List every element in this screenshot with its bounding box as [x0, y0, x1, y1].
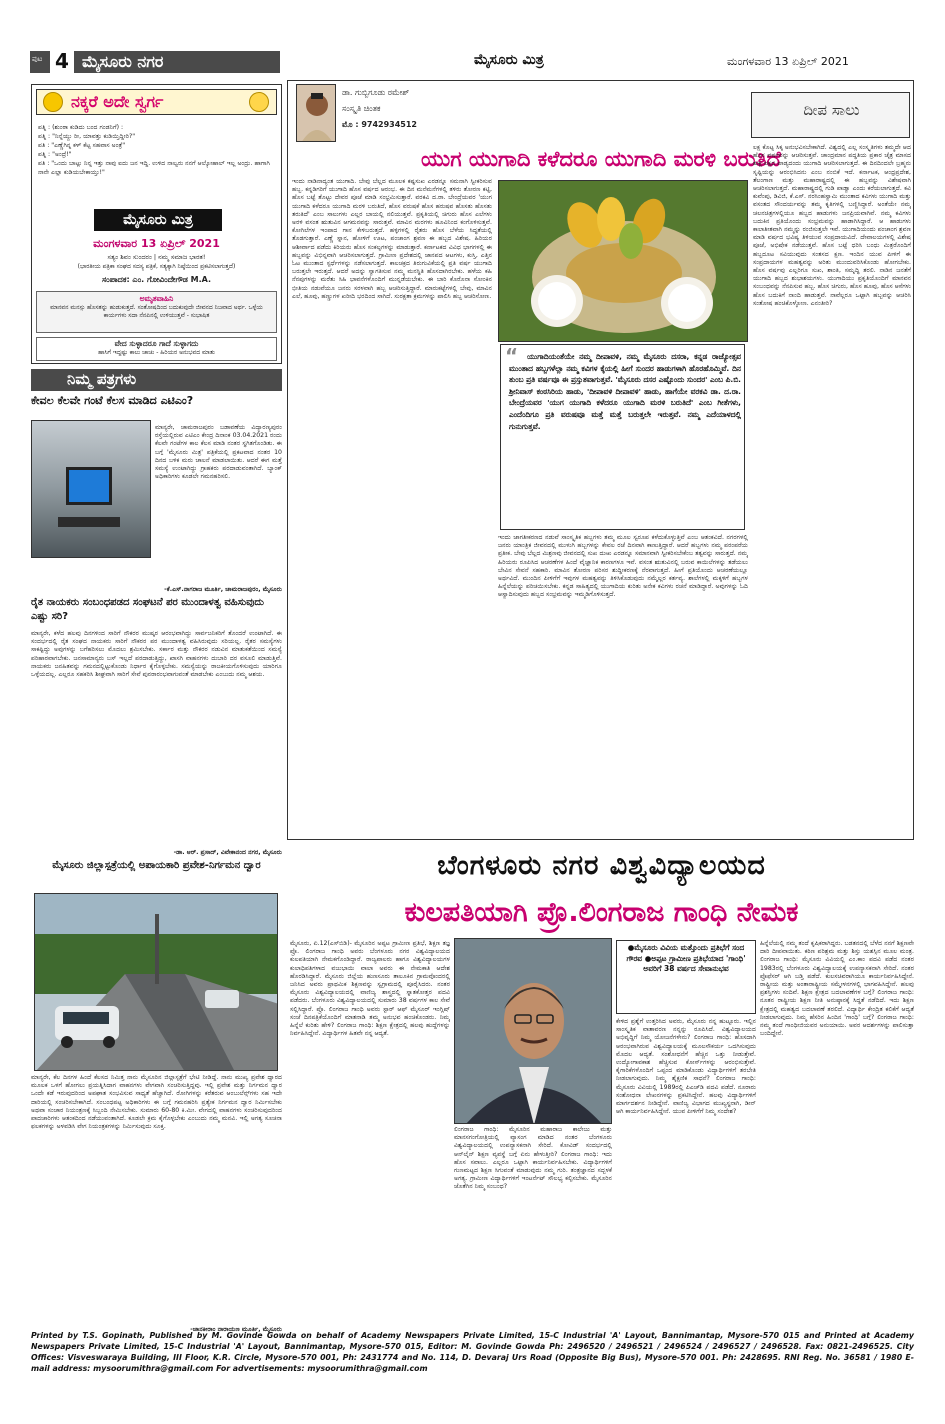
joke-box: [31, 84, 282, 364]
news-highlight-box: [616, 940, 756, 1014]
laughing-face-icon: [249, 92, 269, 112]
feature-column-c: ಲಕ್ಷ ಕೊಟ್ಟ ಸಿಕ್ಕ ಅನುಭವಿಸಬೇಕಾಗಿದೆ. ವಿಶ್ವದಲ್ಲಿ ಎಲ್ಲ ಸಂಸ್ಕೃತಿಗಳು ತಮ್ಮದೇ ಆದ ಹೊಸ ವರ್ಷವನ್ನು ಆಚರಿಸುತ್ತವೆ. ಚಾಂದ್ರಮಾನ ಪದ್ಧತಿಯ ಪ್ರಕಾರ ಚೈತ್ರ ಮಾಸದ ಶುಕ್ಲ ಪಕ್ಷದ ಪಾಡ್ಯದಂದು ಯುಗಾದಿ ಆಚರಿಸಲಾಗುತ್ತದೆ. ಈ ದಿನದಿಂದಲೇ ಬ್ರಹ್ಮನು ಸೃಷ್ಟಿಯನ್ನು ಆರಂಭಿಸಿದನು ಎಂಬ ನಂಬಿಕೆ ಇದೆ. ಕರ್ನಾಟಕ, ಆಂಧ್ರಪ್ರದೇಶ, ತೆಲಂಗಾಣ ಮತ್ತು ಮಹಾರಾಷ್ಟ್ರದಲ್ಲಿ ಈ ಹಬ್ಬವನ್ನು ವಿಶೇಷವಾಗಿ ಆಚರಿಸಲಾಗುತ್ತದೆ. ಮಹಾರಾಷ್ಟ್ರದಲ್ಲಿ ಗುಡಿ ಪಾಡ್ವಾ ಎಂದು ಕರೆಯಲಾಗುತ್ತದೆ. ಕವಿ ಕುವೆಂಪು, ಡಿವಿಜಿ, ಕೆ.ಎಸ್. ನರಸಿಂಹಸ್ವಾಮಿ ಮುಂತಾದ ಕವಿಗಳು ಯುಗಾದಿ ಮತ್ತು ವಸಂತದ ಸೌಂದರ್ಯವನ್ನು ತಮ್ಮ ಕೃತಿಗಳಲ್ಲಿ ಬಣ್ಣಿಸಿದ್ದಾರೆ. ಅಂತೆಯೇ ನಮ್ಮ ಚಲನಚಿತ್ರಗಳಲ್ಲಿಯೂ ಹಬ್ಬದ ಹಾಡುಗಳು ಜನಪ್ರಿಯವಾಗಿವೆ. ನಮ್ಮ ಕವಿಗಳು ಬದುಕಿನ ಪ್ರತಿಯೊಂದು ಸಂಭ್ರಮವನ್ನು ಹಾಡಾಗಿಸಿದ್ದಾರೆ. ಆ ಹಾಡುಗಳು ಕಾಲಾತೀತವಾಗಿ ನಮ್ಮನ್ನು ರಂಜಿಸುತ್ತಲೇ ಇವೆ. ಯುಗಾದಿಯಂದು ಪಂಚಾಂಗ ಶ್ರವಣ ಮಾಡಿ ವರ್ಷದ ಭವಿಷ್ಯ ತಿಳಿಯುವ ಸಂಪ್ರದಾಯವಿದೆ. ದೇವಾಲಯಗಳಲ್ಲಿ ವಿಶೇಷ ಪೂಜೆ, ಅಭಿಷೇಕ ನಡೆಯುತ್ತವೆ. ಹೊಸ ಬಟ್ಟೆ ಧರಿಸಿ ಬಂಧು ಮಿತ್ರರೊಂದಿಗೆ ಹಬ್ಬದೂಟ ಸವಿಯುವುದು ಸಂತಸದ ಕ್ಷಣ. ಇಂದಿನ ಯುವ ಪೀಳಿಗೆ ಈ ಸಂಪ್ರದಾಯಗಳ ಮಹತ್ವವನ್ನು ಅರಿತು ಮುಂದುವರಿಸಿಕೊಂಡು ಹೋಗಬೇಕು. ಹೊಸ ವರ್ಷವು ಎಲ್ಲರಿಗೂ ಸುಖ, ಶಾಂತಿ, ಸಮೃದ್ಧಿ ತರಲಿ. ನಾಡಿನ ಜನತೆಗೆ ಯುಗಾದಿ ಹಬ್ಬದ ಶುಭಾಶಯಗಳು. ಯುಗಾದಿಯು ಪ್ರಕೃತಿಯೊಂದಿಗೆ ಮಾನವನ ಸಂಬಂಧವನ್ನು ನೆನಪಿಸುವ ಹಬ್ಬ. ಹೊಸ ಚಿಗುರು, ಹೊಸ ಹೂವು, ಹೊಸ ಆಸೆಗಳು ಹೊಸ ಬದುಕಿಗೆ ನಾಂದಿ ಹಾಡುತ್ತವೆ. ನಾವೆಲ್ಲರೂ ಒಟ್ಟಾಗಿ ಹಬ್ಬವನ್ನು ಆಚರಿಸಿ ಸಂತೋಷ ಹಂಚಿಕೊಳ್ಳೋಣ. ಎನಂತೀರಿ?: [753, 144, 911, 307]
hospital-road-photo: [34, 893, 278, 1071]
atm-photo: [31, 420, 151, 558]
letter-body: ಮಾನ್ಯರೇ, ಕಳೆದ ಹಲವು ದಿನಗಳಿಂದ ಸಾರಿಗೆ ನೌಕರರ ಮುಷ್ಕರ ಆರಂಭವಾಗಿದ್ದು ಸಾರ್ವಜನಿಕರಿಗೆ ತೊಂದರೆ ಉಂಟಾಗಿದೆ. ಈ ಸಂದರ್ಭದಲ್ಲಿ ರೈತ ಸಂಘದ ನಾಯಕರು ಸಾರಿಗೆ ನೌಕರರ ಪರ ಮುಂದಾಳತ್ವ ವಹಿಸಿರುವುದು ಸರಿಯಲ್ಲ. ರೈತರ ಸಮಸ್ಯೆಗಳು ಸಾಕಷ್ಟಿದ್ದು ಅವುಗಳನ್ನು ಬಗೆಹರಿಸಲು ಮೊದಲು ಶ್ರಮಿಸಬೇಕು. ಸರ್ಕಾರ ಮತ್ತು ನೌಕರರ ನಡುವಿನ ಮಾತುಕತೆಯಿಂದ ಸಮಸ್ಯೆ ಪರಿಹಾರವಾಗಬೇಕು. ಜನಸಾಮಾನ್ಯರು ಬಸ್ ಇಲ್ಲದೆ ಪರದಾಡುತ್ತಿದ್ದು, ಖಾಸಗಿ ವಾಹನಗಳು ದುಬಾರಿ ದರ ವಸೂಲಿ ಮಾಡುತ್ತಿವೆ. ನಾಯಕರು ಜನಹಿತವನ್ನು ಗಮನದಲ್ಲಿಟ್ಟುಕೊಂಡು ನಿರ್ಧಾರ ಕೈಗೊಳ್ಳಬೇಕು. ಸಮಸ್ಯೆಯನ್ನು ರಾಜಕೀಯಗೊಳಿಸುವುದು ಯಾರಿಗೂ ಒಳ್ಳೆಯದಲ್ಲ. ಎಲ್ಲರೂ ಸಹಕರಿಸಿ ಶೀಘ್ರವಾಗಿ ಸಾರಿಗೆ ಸೇವೆ ಪುನರಾರಂಭವಾಗುವಂತೆ ಮಾಡಬೇಕು ಎಂಬುದು ನಮ್ಮ ಆಶಯ.: [31, 630, 282, 679]
joke-text: [38, 123, 278, 177]
joke-title: ನಕ್ಕರೆ ಅದೇ ಸ್ವರ್ಗ: [71, 92, 164, 111]
ugadi-festival-photo: [498, 180, 748, 342]
author-portrait-icon: [297, 85, 336, 142]
editor-line: ಸಂಪಾದಕ: ಎಂ. ಗೋವಿಂದೇಗೌಡ M.A.: [101, 275, 212, 284]
letters-title: ನಿಮ್ಮ ಪತ್ರಗಳು: [67, 370, 137, 388]
news-headline-line2: ಕುಲಪತಿಯಾಗಿ ಪ್ರೊ.ಲಿಂಗರಾಜ ಗಾಂಧಿ ನೇಮಕ: [404, 897, 799, 928]
vice-chancellor-photo: [454, 938, 612, 1124]
letter-body: ಮಾನ್ಯರೇ, ಚಾಮರಾಜಪುರಂ ಬಡಾವಣೆಯ ವಿದ್ಯಾರಣ್ಯಪುರಂ ರಸ್ತೆಯಲ್ಲಿರುವ ಎಟಿಎಂ ಕೇಂದ್ರ ದಿನಾಂಕ 03.04.2021 ರಂದು ಕೆಲವೇ ಗಂಟೆಗಳ ಕಾಲ ಕೆಲಸ ಮಾಡಿ ನಂತರ ಸ್ಥಗಿತಗೊಂಡಿತು. ಈ ಬಗ್ಗೆ 'ಮೈಸೂರು ಮಿತ್ರ' ಪತ್ರಿಕೆಯಲ್ಲಿ ಪ್ರಕಟವಾದ ನಂತರ 10 ದಿನದ ಬಳಿಕ ಮರು ಚಾಲನೆ ಮಾಡಲಾಯಿತು. ಆದರೆ ಈಗ ಮತ್ತೆ ಸಮಸ್ಯೆ ಉಂಟಾಗಿದ್ದು ಗ್ರಾಹಕರು ಪರದಾಡುವಂತಾಗಿದೆ. ಬ್ಯಾಂಕ್ ಅಧಿಕಾರಿಗಳು ಕೂಡಲೇ ಗಮನಹರಿಸಲಿ.: [155, 424, 282, 481]
feature-column-b: ಇಂದು ಜಾಗತೀಕರಣದ ನಡುವೆ ಸಾಂಸ್ಕೃತಿಕ ಹಬ್ಬಗಳು ತಮ್ಮ ಮೂಲ ಸ್ವರೂಪ ಕಳೆದುಕೊಳ್ಳುತ್ತಿವೆ ಎಂಬ ಆತಂಕವಿದೆ. ನಗರಗಳಲ್ಲಿ ಜನರು ಯಾಂತ್ರಿಕ ಜೀವನದಲ್ಲಿ ಮುಳುಗಿ ಹಬ್ಬಗಳನ್ನು ಕೇವಲ ರಜೆ ದಿನವಾಗಿ ಕಾಣುತ್ತಿದ್ದಾರೆ. ಆದರೆ ಹಬ್ಬಗಳು ನಮ್ಮ ಪರಂಪರೆಯ ಪ್ರತೀಕ. ಬೇವು ಬೆಲ್ಲದ ಮಿಶ್ರಣವು ಜೀವನದಲ್ಲಿ ಸುಖ ದುಃಖ ಎರಡನ್ನೂ ಸಮಾನವಾಗಿ ಸ್ವೀಕರಿಸಬೇಕೆಂಬ ತತ್ವವನ್ನು ಸಾರುತ್ತದೆ. ನಮ್ಮ ಹಿರಿಯರು ರೂಪಿಸಿದ ಆಚರಣೆಗಳ ಹಿಂದೆ ವೈಜ್ಞಾನಿಕ ಕಾರಣಗಳೂ ಇವೆ. ವಸಂತ ಋತುವಿನಲ್ಲಿ ಬರುವ ಕಾಯಿಲೆಗಳನ್ನು ತಡೆಯಲು ಬೇವಿನ ಸೇವನೆ ಸಹಕಾರಿ. ಮಾವಿನ ತೋರಣ ಪರಿಸರ ಶುದ್ಧೀಕರಣಕ್ಕೆ ನೆರವಾಗುತ್ತದೆ. ಹೀಗೆ ಪ್ರತಿಯೊಂದು ಆಚರಣೆಯಲ್ಲೂ ಅರ್ಥವಿದೆ. ಮುಂದಿನ ಪೀಳಿಗೆಗೆ ಇವುಗಳ ಮಹತ್ವವನ್ನು ತಿಳಿಸಿಕೊಡುವುದು ನಮ್ಮೆಲ್ಲರ ಕರ್ತವ್ಯ. ಶಾಲೆಗಳಲ್ಲಿ ಮಕ್ಕಳಿಗೆ ಹಬ್ಬಗಳ ಹಿನ್ನೆಲೆಯನ್ನು ಪರಿಚಯಿಸಬೇಕು. ಕನ್ನಡ ಸಾಹಿತ್ಯದಲ್ಲಿ ಯುಗಾದಿಯ ಕುರಿತು ಅನೇಕ ಕವಿಗಳು ರಚನೆ ಮಾಡಿದ್ದಾರೆ. ಅವುಗಳನ್ನು ಓದಿ ಆಸ್ವಾದಿಸುವುದು ಹಬ್ಬದ ಸಂಭ್ರಮವನ್ನು ಇಮ್ಮಡಿಗೊಳಿಸುತ್ತದೆ.: [498, 534, 748, 599]
letter-signature: -ಕೆ.ಎಸ್.ನಾಗರಾಜ ಮೂರ್ತಿ, ಚಾಮರಾಜಪುರಂ, ಮೈಸೂರು: [164, 586, 282, 593]
highlight-line: ಗೌರವ ●ಅಪ್ಪಟ ಗ್ರಾಮೀಣ ಪ್ರತಿಭೆಯಾದ 'ಗಾಂಧಿ' ಅವರಿಗೆ 38 ವರ್ಷದ ಸೇವಾನುಭವ: [626, 953, 746, 973]
portrait-icon: [455, 939, 612, 1124]
letter-title: ಮೈಸೂರು ಜಿಲ್ಲಾಸ್ಪತ್ರೆಯಲ್ಲಿ ಅಪಾಯಕಾರಿ ಪ್ರವೇಶ-ನಿರ್ಗಮನ ದ್ವಾರ: [52, 860, 261, 871]
joke-line: ಪತ್ನಿ : (ಶುಂಠಾ ಕುಡಿದು ಬಂದ ಗಂಡನಿಗೆ) :: [38, 124, 124, 131]
letter-title: ಕೇವಲ ಕೆಲವೇ ಗಂಟೆ ಕೆಲಸ ಮಾಡಿದ ಎಟಿಎಂ?: [31, 394, 194, 407]
news-column-b: ಕೇಳಿದ ಪ್ರಶ್ನೆಗೆ ಉತ್ತರಿಸಿದ ಅವರು, ಮೈಸೂರು ನನ್ನ ಹುಟ್ಟೂರು. ಇಲ್ಲಿನ ಸಾಂಸ್ಕೃತಿಕ ವಾತಾವರಣ ನನ್ನನ್ನು ರೂಪಿಸಿದೆ. ವಿಶ್ವವಿದ್ಯಾಲಯದ ಅಭಿವೃದ್ಧಿಗೆ ನಿಮ್ಮ ಯೋಜನೆಗಳೇನು? ಲಿಂಗರಾಜ ಗಾಂಧಿ: ಹೊಸದಾಗಿ ಆರಂಭವಾಗಿರುವ ವಿಶ್ವವಿದ್ಯಾಲಯಕ್ಕೆ ಮೂಲಸೌಕರ್ಯ ಒದಗಿಸುವುದು ಮೊದಲ ಆದ್ಯತೆ. ಸಂಶೋಧನೆಗೆ ಹೆಚ್ಚಿನ ಒತ್ತು ನೀಡುತ್ತೇವೆ. ಉದ್ಯೋಗಾವಕಾಶ ಹೆಚ್ಚಿಸುವ ಕೋರ್ಸ್‌ಗಳನ್ನು ಆರಂಭಿಸುತ್ತೇವೆ. ಕೈಗಾರಿಕೆಗಳೊಂದಿಗೆ ಒಪ್ಪಂದ ಮಾಡಿಕೊಂಡು ವಿದ್ಯಾರ್ಥಿಗಳಿಗೆ ತರಬೇತಿ ನೀಡಲಾಗುವುದು. ನಿಮ್ಮ ಶೈಕ್ಷಣಿಕ ಸಾಧನೆ? ಲಿಂಗರಾಜ ಗಾಂಧಿ: ಮೈಸೂರು ವಿವಿಯಲ್ಲಿ 1989ರಲ್ಲಿ ಪಿಎಚ್‌ಡಿ ಪದವಿ ಪಡೆದೆ. ನೂರಾರು ಸಂಶೋಧನಾ ಲೇಖನಗಳನ್ನು ಪ್ರಕಟಿಸಿದ್ದೇನೆ. ಹಲವು ವಿದ್ಯಾರ್ಥಿಗಳಿಗೆ ಮಾರ್ಗದರ್ಶನ ನೀಡಿದ್ದೇನೆ. ವಾಣಿಜ್ಯ ವಿಭಾಗದ ಮುಖ್ಯಸ್ಥನಾಗಿ, ಡೀನ್ ಆಗಿ ಕಾರ್ಯನಿರ್ವಹಿಸಿದ್ದೇನೆ. ಯುವ ಪೀಳಿಗೆಗೆ ನಿಮ್ಮ ಸಂದೇಶ?: [616, 1018, 756, 1116]
joke-line: ಪತ್ನಿ : "ನಿನ್ನೆಯ್ದು ರೀ, ಯಾವತ್ತು ಕುಡಿಯ್ತಿದ್ದೀರಿ?": [38, 133, 136, 140]
joke-line: ಪತ್ನಿ : "ಅಂದ್ರೆ!": [38, 151, 72, 158]
joke-line: ಪತಿ : "ಎಣ್ಣೆಗಿನ್ನ ಕಳ್ ಕೆಟ್ಟ ಸಹವಾಸ ಅಂತ್ರೆ": [38, 142, 126, 149]
letter-signature: -ಡಾ. ಆರ್. ಪ್ರಸಾದ್, ವಿವೇಕಾನಂದ ನಗರ, ಮೈಸೂರು: [173, 849, 282, 856]
printer-imprint: Printed by T.S. Gopinath, Published by M. Govinde Gowda on behalf of Academy Newspapers Private Limited, 15-C Industrial 'A' Layout, Bannimantap, Mysore-570 015 and Printed at Academy Newspapers Private Limited, 15-C Industrial 'A' Layout, Bannimantap, Mysore-570 015, Editor: M. Govinde Gowda Ph: 2496520 / 2496521 / 2496524 / 2496527 / 2496528. Fax: 0821-2496525. City Offices: Visveswaraya Building, III Floor, K.R. Circle, Mysore-570 001, Ph: 2431774 and No. 114, D. Devaraj Urs Road (Opposite Big Bus), Mysore-570 001. Ph: 2428695. RNI Reg. No. 36581 / 1980 E-mail address: mysoorumithra@gmail.com For advertisements: mysoorumithra@gmail.com: [31, 1331, 914, 1373]
proverb-title: ವೇದ ಸುಳ್ಳಾದರೂ ಗಾದೆ ಸುಳ್ಳಾಗದು: [114, 339, 199, 348]
paper-subtagline: (ಭಾರತೀಯ ಪತ್ರಿಕಾ ಸಂಘದ ಸದಸ್ಯ ಪತ್ರಿಕೆ, ಸತ್ಯಕ್ಕಾಗಿ ನಿಷ್ಠೆಯಿಂದ ಪ್ರಕಟಿಸಲಾಗುತ್ತದೆ): [77, 263, 236, 270]
pull-quote-text: ಯುಗಾದಿಯಂತೆಯೇ ನಮ್ಮ ದೀಪಾವಳಿ, ನಮ್ಮ ಮೈಸೂರು ದಸರಾ, ಕನ್ನಡ ರಾಜ್ಯೋತ್ಸವ ಮುಂತಾದ ಹಬ್ಬಗಳೆಲ್ಲಾ ನಮ್ಮ ಕವಿಗಳ ಕೈಯಲ್ಲಿ ಹೀಗೆ ಸುಂದರ ಹಾಡುಗಳಾಗಿ ಹೊರಹೊಮ್ಮಿವೆ. ದಿನ ತುಂಬ ಪ್ರತಿ ವರ್ಷವೂ ಈ ಪ್ರಸ್ತುತವಾಗುತ್ತವೆ. 'ಮೈಸೂರು ದಸರ ಎಷ್ಟೊಂದು ಸುಂದರ' ಎಂಬ ಪಿ.ಬಿ. ಶ್ರೀನಿವಾಸ್ ಕಂಠಸಿರಿಯ ಹಾಡು, 'ದೀಪಾವಳಿ ದೀಪಾವಳಿ' ಹಾಡು, ಹಾಗೆಯೇ ವರಕವಿ ಡಾ. ದ.ರಾ. ಬೇಂದ್ರೆಯವರ 'ಯುಗ ಯುಗಾದಿ ಕಳೆದರೂ ಯುಗಾದಿ ಮರಳಿ ಬರುತಿದೆ' ಎಂಬ ಗೀತೆಗಳು, ಎಂದೆಂದಿಗೂ ಪ್ರತಿ ವರುಷವೂ ಮತ್ತೆ ಮತ್ತೆ ಬರುತ್ತಲೇ ಇರುತ್ತವೆ. ನಮ್ಮ ಎದೆಯಾಳದಲ್ಲಿ ಗುನುಗುತ್ತವೆ.: [509, 352, 741, 431]
joke-line: ಪತಿ : "ಒಂದು ಬಾಟ್ಲು ನಿನ್ನ ಇತ್ತು ನಾವು ಐದು ಜನ ಇದ್ದಿ. ಉಳಿದ ನಾಲ್ವರು ನನಗೆ ಆಲ್ಕೋಹಾಲ್ ಇಲ್ಲ ಅಂದ್ರು. ಹಾಗಾಗಿ ನಾನೇ ಎಲ್ಲಾ ಕುಡಿಯಬೇಕಾಯ್ತು!": [38, 160, 270, 176]
atm-keypad-icon: [58, 517, 120, 527]
column-tag: [751, 92, 910, 138]
feature-headline: ಯುಗ ಯುಗಾದಿ ಕಳೆದರೂ ಯುಗಾದಿ ಮರಳಿ ಬರುತಿದೆ: [421, 147, 781, 171]
atm-screen-icon: [66, 467, 112, 505]
quote-mark-icon: “: [505, 344, 519, 368]
author-role: ಸಂಸ್ಕೃತಿ ಚಿಂತಕ: [342, 104, 381, 113]
highlight-line: ●ಮೈಸೂರು ವಿವಿಯ ಮತ್ತೊಂದು ಪ್ರತಿಭೆಗೆ ಸಂದ: [627, 943, 745, 952]
laughing-face-icon: [43, 92, 63, 112]
photo-caption: ಲಿಂಗರಾಜ ಗಾಂಧಿ: ಮೈಸೂರಿನ ಮಹಾರಾಜ ಕಾಲೇಜು ಮತ್ತು ಮಾನಸಗಂಗೋತ್ರಿಯಲ್ಲಿ ವ್ಯಾಸಂಗ ಮಾಡಿದ ನಂತರ ಬೆಂಗಳೂರು ವಿಶ್ವವಿದ್ಯಾಲಯದಲ್ಲಿ ಉಪನ್ಯಾಸಕನಾಗಿ ಸೇರಿದೆ. ಕೋವಿಡ್ ಸಂದರ್ಭದಲ್ಲಿ ಆನ್‌ಲೈನ್ ಶಿಕ್ಷಣ ವ್ಯವಸ್ಥೆ ಬಗ್ಗೆ ಏನು ಹೇಳುತ್ತೀರಿ? ಲಿಂಗರಾಜ ಗಾಂಧಿ: ಇದು ಹೊಸ ಸವಾಲು. ಎಲ್ಲರೂ ಒಟ್ಟಾಗಿ ಕಾರ್ಯನಿರ್ವಹಿಸಬೇಕು. ವಿದ್ಯಾರ್ಥಿಗಳಿಗೆ ಗುಣಮಟ್ಟದ ಶಿಕ್ಷಣ ಸಿಗುವಂತೆ ಮಾಡುವುದು ನಮ್ಮ ಗುರಿ. ತಂತ್ರಜ್ಞಾನದ ಸದ್ಬಳಕೆ ಅಗತ್ಯ. ಗ್ರಾಮೀಣ ವಿದ್ಯಾರ್ಥಿಗಳಿಗೆ ಇಂಟರ್ನೆಟ್ ಸೌಲಭ್ಯ ಕಲ್ಪಿಸಬೇಕು. ಮೈಸೂರಿನ ಜೊತೆಗಿನ ನಿಮ್ಮ ಸಂಬಂಧ?: [454, 1126, 612, 1191]
joke-header: [36, 89, 277, 115]
paper-tagline: ಸತ್ಯಂ ಶಿವಂ ಸುಂದರಂ | ನಮ್ಮ ಸಮಾಜ ಭಾರತ!: [107, 253, 206, 261]
news-column-c: ಹಿನ್ನೆಲೆಯಲ್ಲಿ ನಮ್ಮ ತಂದೆ ಕೃಷಿಕರಾಗಿದ್ದರು. ಬಡತನದಲ್ಲಿ ಬೆಳೆದ ನನಗೆ ಶಿಕ್ಷಣವೇ ದಾರಿ ದೀಪವಾಯಿತು. ಕಠಿಣ ಪರಿಶ್ರಮ ಮತ್ತು ಶಿಸ್ತು ಯಶಸ್ಸಿನ ಮೂಲ ಮಂತ್ರ. ಲಿಂಗರಾಜ ಗಾಂಧಿ: ಮೈಸೂರು ವಿವಿಯಲ್ಲಿ ಎಂ.ಕಾಂ ಪದವಿ ಪಡೆದ ನಂತರ 1983ರಲ್ಲಿ ಬೆಂಗಳೂರು ವಿಶ್ವವಿದ್ಯಾಲಯಕ್ಕೆ ಉಪನ್ಯಾಸಕನಾಗಿ ಸೇರಿದೆ. ನಂತರ ಪ್ರೊಫೆಸರ್ ಆಗಿ ಬಡ್ತಿ ಪಡೆದೆ. ಕುಲಸಚಿವರಾಗಿಯೂ ಕಾರ್ಯನಿರ್ವಹಿಸಿದ್ದೇನೆ. ರಾಷ್ಟ್ರೀಯ ಮತ್ತು ಅಂತಾರಾಷ್ಟ್ರೀಯ ಸಮ್ಮೇಳನಗಳಲ್ಲಿ ಭಾಗವಹಿಸಿದ್ದೇನೆ. ಹಲವು ಪ್ರಶಸ್ತಿಗಳು ಸಂದಿವೆ. ಶಿಕ್ಷಣ ಕ್ಷೇತ್ರದ ಬದಲಾವಣೆಗಳ ಬಗ್ಗೆ? ಲಿಂಗರಾಜ ಗಾಂಧಿ: ನೂತನ ರಾಷ್ಟ್ರೀಯ ಶಿಕ್ಷಣ ನೀತಿ ಅನುಷ್ಠಾನಕ್ಕೆ ಸಿದ್ಧತೆ ನಡೆದಿದೆ. ಇದು ಶಿಕ್ಷಣ ಕ್ಷೇತ್ರದಲ್ಲಿ ಮಹತ್ವದ ಬದಲಾವಣೆ ತರಲಿದೆ. ವಿದ್ಯಾರ್ಥಿ ಕೇಂದ್ರಿತ ಕಲಿಕೆಗೆ ಆದ್ಯತೆ ನೀಡಲಾಗುವುದು. ನಿಮ್ಮ ಹೆಸರಿನ ಹಿಂದಿನ 'ಗಾಂಧಿ' ಬಗ್ಗೆ? ಲಿಂಗರಾಜ ಗಾಂಧಿ: ನಮ್ಮ ತಂದೆ ಗಾಂಧೀಜಿಯವರ ಅನುಯಾಯಿ. ಅವರ ಆದರ್ಶಗಳನ್ನು ಪಾಲಿಸುತ್ತಾ ಬಂದಿದ್ದೇನೆ.: [760, 940, 914, 1038]
amruthavahini-title: ಅಮೃತವಾಹಿನಿ: [139, 294, 174, 303]
proverb-box: [36, 337, 277, 361]
masthead-logo: ಮೈಸೂರು ಮಿತ್ರ: [474, 52, 544, 68]
amruthavahini-text: ಮಾನವನ ಮನಸ್ಸು ಹೊಸತನ್ನು ಹುಡುಕುತ್ತದೆ. ಸಂತೋಷದಿಂದ ಬದುಕುವುದೇ ಜೀವನದ ನಿಜವಾದ ಅರ್ಥ. ಒಳ್ಳೆಯ ಕಾರ್ಯಗಳು ಸದಾ ನೆನಪಿನಲ್ಲಿ ಉಳಿಯುತ್ತವೆ - ಸುಭಾಷಿತ: [50, 304, 263, 319]
page-label: ಪುಟ: [32, 55, 43, 63]
section-title: ಮೈಸೂರು ನಗರ: [82, 52, 164, 71]
masthead-date: ಮಂಗಳವಾರ 13 ಏಪ್ರಿಲ್ 2021: [727, 55, 849, 68]
page-header-bar: [30, 51, 280, 73]
issue-date: ಮಂಗಳವಾರ 13 ಏಪ್ರಿಲ್ 2021: [93, 237, 220, 250]
proverb-text: ಹಾಸಿಗೆ ಇದ್ದಷ್ಟು ಕಾಲು ಚಾಚು - ಹಿರಿಯರ ಅನುಭವದ ಮಾತು: [98, 349, 215, 356]
amruthavahini-box: [36, 291, 277, 333]
letter-signature: -ಜಾನಕೀರಾಂ ನಾರಾಯಣ ಮೂರ್ತಿ, ಮೈಸೂರು: [190, 1326, 282, 1333]
road-scene-icon: [35, 894, 278, 1071]
letters-header: [31, 369, 282, 391]
author-name: ಡಾ. ಗುಬ್ಬಿಗೂಡು ರಮೇಶ್: [342, 88, 410, 97]
feature-column-a: ಇಂದು ನಾಡಿನಾದ್ಯಂತ ಯುಗಾದಿ. ಬೇವು ಬೆಲ್ಲದ ಮೂಲಕ ಕಷ್ಟಸುಖ ಎರಡನ್ನೂ ಸಮನಾಗಿ ಸ್ವೀಕರಿಸುವ ಹಬ್ಬ. ಕನ್ನಡಿಗರಿಗೆ ಯುಗಾದಿ ಹೊಸ ವರ್ಷದ ಆರಂಭ. ಈ ದಿನ ಮನೆಮನೆಗಳಲ್ಲಿ ತಳಿರು ತೋರಣ ಕಟ್ಟಿ, ಹೊಸ ಬಟ್ಟೆ ತೊಟ್ಟು ದೇವರ ಪೂಜೆ ಮಾಡಿ ಸಂಭ್ರಮಿಸುತ್ತಾರೆ. ವರಕವಿ ದ.ರಾ. ಬೇಂದ್ರೆಯವರ 'ಯುಗ ಯುಗಾದಿ ಕಳೆದರೂ ಯುಗಾದಿ ಮರಳಿ ಬರುತಿದೆ, ಹೊಸ ವರುಷಕೆ ಹೊಸ ಹರುಷವ ಹೊಸತು ಹೊಸತು ತರುತಿದೆ' ಎಂಬ ಸಾಲುಗಳು ಎಲ್ಲರ ಬಾಯಲ್ಲಿ ನಲಿಯುತ್ತವೆ. ಪ್ರಕೃತಿಯಲ್ಲಿ ಚಿಗುರು ಹೊಸ ಎಲೆಗಳು ಅರಳಿ ವಸಂತ ಋತುವಿನ ಆಗಮನವನ್ನು ಸಾರುತ್ತವೆ. ಮಾವಿನ ಮರಗಳು ಹೂವಿನಿಂದ ಕಂಗೊಳಿಸುತ್ತವೆ. ಕೋಗಿಲೆಗಳ ಇಂಪಾದ ಗಾನ ಕೇಳಿಬರುತ್ತದೆ. ಹಳ್ಳಿಗಳಲ್ಲಿ ರೈತರು ಹೊಸ ಬೆಳೆಯ ಸಿದ್ಧತೆಯಲ್ಲಿ ತೊಡಗುತ್ತಾರೆ. ಎಣ್ಣೆ ಸ್ನಾನ, ಹೋಳಿಗೆ ಊಟ, ಪಂಚಾಂಗ ಶ್ರವಣ ಈ ಹಬ್ಬದ ವಿಶೇಷ. ಹಿರಿಯರ ಆಶೀರ್ವಾದ ಪಡೆದು ಕಿರಿಯರು ಹೊಸ ಸಂಕಲ್ಪಗಳನ್ನು ಮಾಡುತ್ತಾರೆ. ಕರ್ನಾಟಕದ ವಿವಿಧ ಭಾಗಗಳಲ್ಲಿ ಈ ಹಬ್ಬವನ್ನು ವಿಭಿನ್ನವಾಗಿ ಆಚರಿಸಲಾಗುತ್ತದೆ. ಗ್ರಾಮೀಣ ಪ್ರದೇಶದಲ್ಲಿ ಜಾನಪದ ಆಟಗಳು, ಕುಸ್ತಿ, ಎತ್ತಿನ ಓಟ ಮುಂತಾದ ಸ್ಪರ್ಧೆಗಳನ್ನು ನಡೆಸಲಾಗುತ್ತದೆ. ಕಾಲಚಕ್ರದ ತಿರುಗುವಿಕೆಯಲ್ಲಿ ಪ್ರತಿ ವರ್ಷ ಯುಗಾದಿ ಬರುತ್ತಲೇ ಇರುತ್ತದೆ. ಆದರೆ ಅದನ್ನು ಸ್ವಾಗತಿಸುವ ನಮ್ಮ ಮನಸ್ಥಿತಿ ಹೊಸದಾಗಿರಬೇಕು. ಹಳೆಯ ಕಹಿ ನೆನಪುಗಳನ್ನು ಮರೆತು ಸಿಹಿ ಭಾವನೆಗಳೊಂದಿಗೆ ಮುನ್ನಡೆಯಬೇಕು. ಈ ಬಾರಿ ಕೊರೊನಾ ಸೋಂಕಿನ ಭೀತಿಯ ನಡುವೆಯೂ ಜನರು ಸರಳವಾಗಿ ಹಬ್ಬ ಆಚರಿಸುತ್ತಿದ್ದಾರೆ. ಮಾರುಕಟ್ಟೆಗಳಲ್ಲಿ ಬೇವು, ಮಾವಿನ ಎಲೆ, ಹೂವು, ಹಣ್ಣುಗಳ ಖರೀದಿ ಭರದಿಂದ ಸಾಗಿದೆ. ಸುರಕ್ಷತಾ ಕ್ರಮಗಳನ್ನು ಪಾಲಿಸಿ ಹಬ್ಬ ಆಚರಿಸೋಣ.: [292, 178, 492, 300]
column-tag-label: ದೀಪ ಸಾಲು: [803, 101, 860, 119]
mysooru-mithra-logo: ಮೈಸೂರು ಮಿತ್ರ: [94, 209, 222, 231]
page-number: 4: [50, 49, 74, 73]
letter-title: ರೈತ ನಾಯಕರು ಸಂಬಂಧಪಡದ ಸಂಘಟನೆ ಪರ ಮುಂದಾಳತ್ವ ವಹಿಸುವುದು ಎಷ್ಟು ಸರಿ?: [31, 597, 264, 622]
author-mobile: ಮೊ : 9742934512: [342, 120, 417, 129]
news-headline-line1: ಬೆಂಗಳೂರು ನಗರ ವಿಶ್ವವಿದ್ಯಾಲಯದ: [437, 850, 766, 881]
author-photo: [296, 84, 336, 142]
ugadi-plate-icon: [499, 181, 748, 342]
news-column-a: ಮೈಸೂರು, ಏ.12(ಎಸ್‌ಬಿಡಿ)- ಮೈಸೂರಿನ ಅಪ್ಪಟ ಗ್ರಾಮೀಣ ಪ್ರತಿಭೆ, ಶಿಕ್ಷಣ ತಜ್ಞ ಪ್ರೊ. ಲಿಂಗರಾಜ ಗಾಂಧಿ ಅವರು ಬೆಂಗಳೂರು ನಗರ ವಿಶ್ವವಿದ್ಯಾಲಯದ ಕುಲಪತಿಯಾಗಿ ನೇಮಕಗೊಂಡಿದ್ದಾರೆ. ರಾಜ್ಯಪಾಲರು ಹಾಗೂ ವಿಶ್ವವಿದ್ಯಾಲಯಗಳ ಕುಲಾಧಿಪತಿಗಳಾದ ವಜುಭಾಯಿ ವಾಲಾ ಅವರು ಈ ನೇಮಕಾತಿ ಆದೇಶ ಹೊರಡಿಸಿದ್ದಾರೆ. ಮೈಸೂರು ಜಿಲ್ಲೆಯ ಹುಣಸೂರು ತಾಲೂಕಿನ ಗ್ರಾಮವೊಂದರಲ್ಲಿ ಜನಿಸಿದ ಅವರು ಪ್ರಾಥಮಿಕ ಶಿಕ್ಷಣವನ್ನು ಸ್ವಗ್ರಾಮದಲ್ಲಿ ಪೂರೈಸಿದರು. ನಂತರ ಮೈಸೂರು ವಿಶ್ವವಿದ್ಯಾಲಯದಲ್ಲಿ ವಾಣಿಜ್ಯ ಶಾಸ್ತ್ರದಲ್ಲಿ ಸ್ನಾತಕೋತ್ತರ ಪದವಿ ಪಡೆದರು. ಬೆಂಗಳೂರು ವಿಶ್ವವಿದ್ಯಾಲಯದಲ್ಲಿ ಸುಮಾರು 38 ವರ್ಷಗಳ ಕಾಲ ಸೇವೆ ಸಲ್ಲಿಸಿದ್ದಾರೆ. ಪ್ರೊ. ಲಿಂಗರಾಜ ಗಾಂಧಿ ಅವರು ಸ್ಟಾರ್ ಆಫ್ ಮೈಸೂರ್ ಇಂಗ್ಲಿಷ್ ಸಂಜೆ ದಿನಪತ್ರಿಕೆಯೊಂದಿಗೆ ಮಾತನಾಡಿ ತಮ್ಮ ಅನುಭವ ಹಂಚಿಕೊಂಡರು. ನಿಮ್ಮ ಹಿನ್ನೆಲೆ ಕುರಿತು ಹೇಳಿ? ಲಿಂಗರಾಜ ಗಾಂಧಿ: ಶಿಕ್ಷಣ ಕ್ಷೇತ್ರದಲ್ಲಿ ಹಲವು ಹುದ್ದೆಗಳನ್ನು ನಿರ್ವಹಿಸಿದ್ದೇನೆ. ವಿದ್ಯಾರ್ಥಿಗಳ ಹಿತವೇ ನನ್ನ ಆದ್ಯತೆ.: [290, 940, 450, 1038]
pull-quote-box: [500, 344, 745, 530]
letter-body: ಮಾನ್ಯರೇ, ಕೆಲ ದಿನಗಳ ಹಿಂದೆ ಕೆಲಸದ ನಿಮಿತ್ತ ನಾನು ಮೈಸೂರಿನ ಜಿಲ್ಲಾಸ್ಪತ್ರೆಗೆ ಭೇಟಿ ನೀಡಿದ್ದೆ. ನಾನು ಮುಖ್ಯ ಪ್ರವೇಶ ದ್ವಾರದ ಮೂಲಕ ಒಳಗೆ ಹೋಗಲು ಪ್ರಯತ್ನಿಸಿದಾಗ ವಾಹನಗಳು ವೇಗವಾಗಿ ಸಂಚರಿಸುತ್ತಿದ್ದವು. ಇಲ್ಲಿ ಪ್ರವೇಶ ಮತ್ತು ನಿರ್ಗಮನ ದ್ವಾರ ಒಂದೇ ಕಡೆ ಇರುವುದರಿಂದ ಅಪಘಾತ ಸಂಭವಿಸುವ ಸಾಧ್ಯತೆ ಹೆಚ್ಚಾಗಿದೆ. ರೋಗಿಗಳನ್ನು ಕರೆತರುವ ಆಂಬುಲೆನ್ಸ್‌ಗಳು ಸಹ ಇದೇ ದಾರಿಯಲ್ಲಿ ಸಂಚರಿಸಬೇಕಾಗಿದೆ. ಸಂಬಂಧಪಟ್ಟ ಅಧಿಕಾರಿಗಳು ಈ ಬಗ್ಗೆ ಗಮನಹರಿಸಿ ಪ್ರತ್ಯೇಕ ನಿರ್ಗಮನ ದ್ವಾರ ನಿರ್ಮಿಸಬೇಕು ಅಥವಾ ಸಂಚಾರ ನಿಯಂತ್ರಣಕ್ಕೆ ಸಿಬ್ಬಂದಿ ನೇಮಿಸಬೇಕು. ಸುಮಾರು 60-80 ಕಿ.ಮೀ. ವೇಗದಲ್ಲಿ ವಾಹನಗಳು ಸಂಚರಿಸುವುದರಿಂದ ಪಾದಚಾರಿಗಳು ಆತಂಕದಿಂದ ನಡೆಯುವಂತಾಗಿದೆ. ಕೂಡಲೇ ಕ್ರಮ ಕೈಗೊಳ್ಳಬೇಕು ಎಂಬುದು ನಮ್ಮ ಮನವಿ. ಇಲ್ಲಿ ಅಗತ್ಯ ಸೂಚನಾ ಫಲಕಗಳನ್ನು ಅಳವಡಿಸಿ ವೇಗ ನಿಯಂತ್ರಕಗಳನ್ನು ನಿರ್ಮಿಸುವುದು ಸೂಕ್ತ.: [31, 1074, 282, 1131]
